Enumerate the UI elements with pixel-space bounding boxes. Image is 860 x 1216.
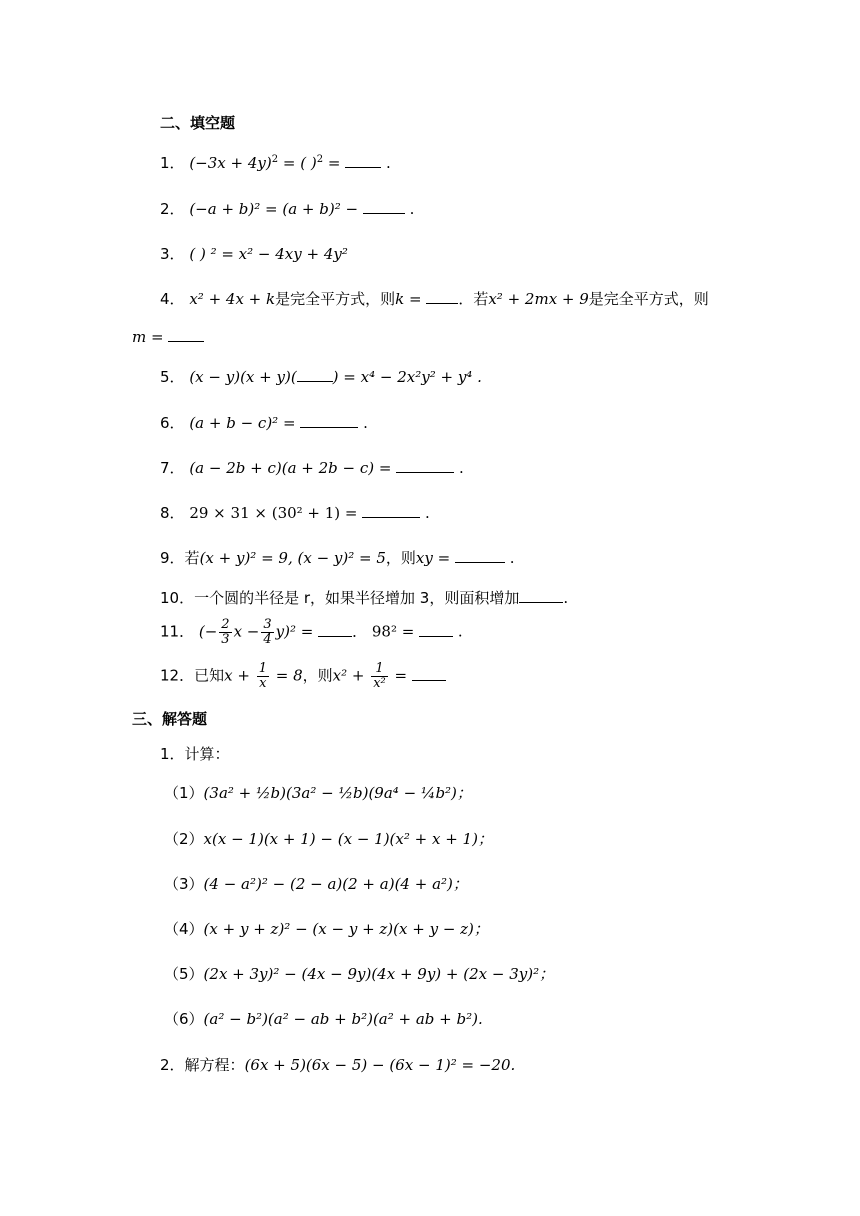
question-expression: = <box>389 666 412 685</box>
question-expression: 29 × 31 × (30² + 1) = <box>189 504 363 522</box>
question-expression: x − <box>233 622 260 641</box>
question-expression: ) = x⁴ − 2x²y² + y⁴ . <box>332 368 482 386</box>
answer-blank[interactable] <box>362 503 420 518</box>
question-expression: = 8 <box>270 666 303 685</box>
fraction: $\frac{2}{3}$ <box>221 617 230 647</box>
question-number: 2． <box>160 1056 185 1074</box>
question-text: ，则 <box>302 666 333 685</box>
sub-item <box>164 828 493 849</box>
answer-blank[interactable] <box>426 289 458 304</box>
question-expression: = <box>323 154 346 172</box>
question-text: 是完全平方式，则 <box>275 290 396 308</box>
question-4-continued <box>132 327 204 346</box>
fraction: $\frac{1}{x}$ <box>258 661 267 691</box>
sub-item-label: （5） <box>164 965 204 983</box>
answer-blank[interactable] <box>412 666 446 681</box>
question-expression: = ( ) <box>278 154 317 172</box>
question-number: 3． <box>160 245 185 263</box>
sub-item-label: （4） <box>164 920 204 938</box>
question-expression: ． 98² = <box>352 622 420 641</box>
question-text: 是完全平方式，则 <box>588 290 709 308</box>
question-expression: x² + 2mx + 9 <box>488 290 589 308</box>
question-number: 2． <box>160 200 185 218</box>
question-number: 6． <box>160 414 185 432</box>
sub-item-expression: (3a² + ½b)(3a² − ½b)(9a⁴ − ¼b²)； <box>203 784 472 802</box>
question-4 <box>160 288 709 309</box>
sub-item-label: （3） <box>164 875 204 893</box>
question-expression: xy = <box>415 549 455 567</box>
question-number: 12． <box>160 666 195 685</box>
answer-blank[interactable] <box>396 458 454 473</box>
question-number: 1． <box>160 154 185 172</box>
answer-blank[interactable] <box>300 413 358 428</box>
period: . <box>563 589 569 607</box>
question-expression: (−a + b)² = (a + b)² − <box>189 200 363 218</box>
section-title-solve: 三、解答题 <box>132 710 208 728</box>
sub-item <box>164 873 468 894</box>
fraction: $\frac{3}{4}$ <box>263 617 272 647</box>
question-1 <box>160 152 391 173</box>
question-7 <box>160 457 464 478</box>
period: . <box>381 154 391 172</box>
question-number: 5． <box>160 368 185 386</box>
question-text: 计算： <box>184 745 230 763</box>
question-text: ．若 <box>458 290 489 308</box>
period: . <box>454 459 464 477</box>
question-number: 10． <box>160 589 195 607</box>
period: . <box>504 549 515 567</box>
question-10 <box>160 587 568 608</box>
fraction: $\frac{1}{\text{x²}}$ <box>373 661 386 691</box>
problem-1 <box>160 743 230 764</box>
question-number: 9． <box>160 549 185 567</box>
question-number: 4． <box>160 290 185 308</box>
section-title-fill-in: 二、填空题 <box>160 114 236 132</box>
question-number: 8． <box>160 504 185 522</box>
sub-item <box>164 782 472 803</box>
period: . <box>453 622 463 641</box>
question-12 <box>160 662 446 691</box>
question-expression: (a − 2b + c)(a + 2b − c) = <box>189 459 397 477</box>
question-expression: x + <box>224 666 255 685</box>
question-expression: x² + 4x + k <box>189 290 276 308</box>
sub-item-expression: (2x + 3y)² − (4x − 9y)(4x + 9y) + (2x − 3y)²； <box>203 965 555 983</box>
question-text: 已知 <box>194 666 225 685</box>
question-3 <box>160 243 348 264</box>
answer-blank[interactable] <box>345 153 381 168</box>
question-expression: k = <box>395 290 427 308</box>
question-number: 1． <box>160 745 185 763</box>
question-9 <box>160 547 515 568</box>
exponent: 2 <box>271 154 279 165</box>
sub-item-expression: (x + y + z)² − (x − y + z)(x + y − z)； <box>203 920 489 938</box>
sub-item <box>164 918 489 939</box>
sub-item <box>164 1008 483 1029</box>
sub-item-label: （2） <box>164 830 204 848</box>
question-8 <box>160 502 430 523</box>
question-expression: (6x + 5)(6x − 5) − (6x − 1)² = −20. <box>244 1056 516 1074</box>
exponent: 2 <box>316 154 324 165</box>
period: . <box>404 200 415 218</box>
answer-blank[interactable] <box>455 548 505 563</box>
question-text: 若 <box>184 549 200 567</box>
answer-blank[interactable] <box>419 622 453 637</box>
sub-item-label: （6） <box>164 1010 204 1028</box>
question-expression: m = <box>132 328 169 346</box>
answer-blank[interactable] <box>297 367 333 382</box>
question-2 <box>160 198 414 219</box>
question-expression: ( ) ² = x² − 4xy + 4y² <box>189 245 348 263</box>
answer-blank[interactable] <box>519 588 563 603</box>
question-expression: (− <box>198 622 218 641</box>
question-expression: x² + <box>332 666 370 685</box>
question-expression: y)² = <box>275 622 319 641</box>
question-6 <box>160 412 368 433</box>
question-expression: (x − y)(x + y)( <box>189 368 297 386</box>
answer-blank[interactable] <box>363 199 405 214</box>
question-number: 7． <box>160 459 185 477</box>
question-5 <box>160 366 482 387</box>
question-text: 一个圆的半径是 r，如果半径增加 3，则面积增加 <box>194 589 520 607</box>
question-number: 11． <box>160 622 195 641</box>
question-expression: (x + y)² = 9, (x − y)² = 5 <box>199 549 386 567</box>
sub-item-label: （1） <box>164 784 204 802</box>
sub-item-expression: (a² − b²)(a² − ab + b²)(a² + ab + b²). <box>203 1010 483 1028</box>
sub-item <box>164 963 554 984</box>
question-11 <box>160 618 463 647</box>
answer-blank[interactable] <box>168 327 204 342</box>
question-text: 解方程： <box>184 1056 245 1074</box>
question-text: ，则 <box>385 549 416 567</box>
sub-item-expression: (4 − a²)² − (2 − a)(2 + a)(4 + a²)； <box>203 875 468 893</box>
period: . <box>358 414 368 432</box>
question-expression: (−3x + 4y) <box>189 154 272 172</box>
answer-blank[interactable] <box>318 622 352 637</box>
period: . <box>420 504 430 522</box>
question-expression: (a + b − c)² = <box>189 414 301 432</box>
problem-2 <box>160 1054 515 1075</box>
sub-item-expression: x(x − 1)(x + 1) − (x − 1)(x² + x + 1)； <box>203 830 493 848</box>
